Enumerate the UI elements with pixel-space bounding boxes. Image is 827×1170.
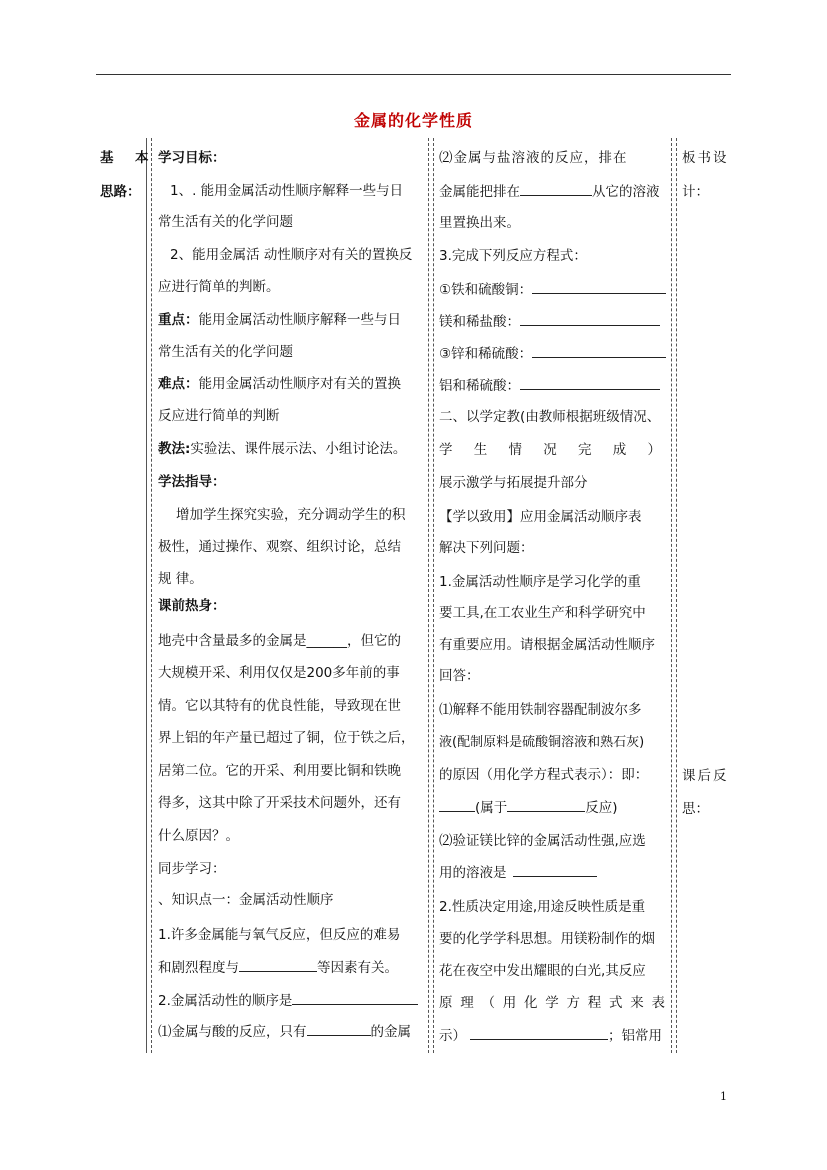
answer-blank[interactable]	[507, 797, 585, 812]
guide-a: 增加学生探究实验，充分调动学生的积	[176, 507, 406, 523]
problem-2e-pre: 示）	[439, 1028, 466, 1044]
board-design-label-a: 板书设	[682, 150, 729, 166]
question-1a: 1.许多金属能与氧气反应，但反应的难易	[158, 927, 401, 943]
teach-b-char: 学	[439, 442, 453, 458]
teach-b-char: 情	[508, 442, 522, 458]
page-number: 1	[720, 1090, 727, 1103]
goal-2b: 应进行简单的判断。	[158, 279, 280, 295]
problem-2d-char: 表	[651, 995, 665, 1011]
header-rule	[96, 74, 731, 75]
problem-2d-char: 来	[630, 995, 644, 1011]
equation-1-label: ①铁和硫酸铜：	[439, 282, 533, 298]
teach-b	[439, 440, 661, 460]
teach-c: 展示激学与拓展提升部分	[439, 475, 588, 491]
board-design-label-b: 计：	[682, 184, 709, 200]
problem-1-1d-post: 反应)	[585, 800, 618, 816]
equation-3-label: ③锌和稀硫酸：	[439, 346, 533, 362]
warmup-line-7: 什么原因？。	[158, 828, 239, 844]
answer-blank[interactable]	[292, 990, 418, 1005]
label-approach: 思路：	[100, 184, 141, 200]
method-text: 实验法、课件展示法、小组讨论法。	[190, 441, 407, 457]
displace-end: 里置换出来。	[439, 215, 520, 231]
problem-2d	[439, 993, 665, 1013]
problem-2d-char: （	[481, 995, 495, 1011]
goal-2a: 2、能用金属活 动性顺序对有关的置换反	[170, 247, 413, 263]
teach-b-char: ）	[647, 442, 661, 458]
problem-2d-char: 理	[460, 995, 474, 1011]
problem-2d-char: 方	[566, 995, 580, 1011]
teach-b-char: 完	[578, 442, 592, 458]
key-label: 重点：	[158, 312, 199, 328]
warmup-line-1: 地壳中含量最多的金属是______，但它的	[158, 633, 401, 649]
column-divider-1b	[151, 138, 152, 1053]
reflection-label-a: 课后反	[682, 768, 729, 784]
problem-2d-char: 用	[502, 995, 517, 1011]
problem-2b: 要的化学学科思想。用镁粉制作的烟	[439, 931, 655, 947]
answer-blank[interactable]	[520, 311, 660, 326]
warmup-line-2: 大规模开采、利用仅仅是200多年前的事	[158, 665, 400, 681]
teach-b-char: 生	[473, 442, 488, 458]
answer-blank[interactable]	[532, 279, 666, 294]
problem-1b: 要工具,在工农业生产和科学研究中	[439, 605, 646, 621]
answer-blank[interactable]	[532, 343, 666, 358]
problem-2c: 花在夜空中发出耀眼的白光,其反应	[439, 963, 646, 979]
key-text-a: 能用金属活动性顺序解释一些与日	[198, 312, 401, 328]
equations-heading: 3.完成下列反应方程式：	[439, 248, 587, 264]
equation-4-label: 铝和稀硫酸：	[439, 378, 520, 394]
problem-1-1a: ⑴解释不能用铁制容器配制波尔多	[439, 702, 642, 718]
warmup-line-3: 情。它以其特有的优良性能，导致现在世	[158, 698, 401, 714]
guide-c: 规 律。	[158, 571, 203, 587]
problem-1-1d-mid: (属于	[475, 800, 508, 816]
question-2-1-post: 的金属	[370, 1024, 411, 1040]
apply-a: 【学以致用】应用金属活动顺序表	[439, 509, 642, 525]
column-divider-1	[146, 138, 147, 1053]
problem-1a: 1.金属活动性顺序是学习化学的重	[439, 574, 641, 590]
column-divider-3	[671, 138, 672, 1053]
question-1b-pre: 和剧烈程度与	[158, 960, 239, 976]
document-title: 金属的化学性质	[353, 111, 473, 130]
label-basic: 基 本	[100, 150, 153, 166]
problem-2d-char: 程	[587, 995, 602, 1011]
problem-2d-char: 学	[545, 995, 559, 1011]
hard-label: 难点：	[158, 376, 199, 392]
problem-2d-char: 化	[524, 995, 538, 1011]
answer-blank[interactable]	[520, 375, 660, 390]
guide-heading: 学法指导：	[158, 474, 226, 490]
question-2: 2.金属活动性的顺序是	[158, 993, 293, 1009]
equation-2-label: 镁和稀盐酸：	[439, 314, 520, 330]
answer-blank[interactable]	[513, 862, 597, 877]
apply-b: 解决下列问题：	[439, 540, 534, 556]
problem-2d-char: 式	[609, 995, 623, 1011]
answer-blank[interactable]	[307, 1021, 371, 1036]
guide-b: 极性，通过操作、观察、组织讨论，总结	[158, 539, 401, 555]
key-text-b: 常生活有关的化学问题	[158, 344, 293, 360]
problem-2a: 2.性质决定用途,用途反映性质是重	[439, 899, 646, 915]
hard-text-b: 反应进行简单的判断	[158, 408, 280, 424]
problem-2e-post: ；铝常用	[608, 1028, 662, 1044]
problem-1d: 回答：	[439, 668, 480, 684]
goal-1a: 1、. 能用金属活动性顺序解释一些与日	[170, 183, 404, 199]
column-divider-3b	[676, 138, 677, 1053]
answer-blank[interactable]	[239, 957, 317, 972]
problem-1-2b: 用的溶液是	[439, 865, 507, 881]
hard-text-a: 能用金属活动性顺序对有关的置换	[198, 376, 401, 392]
warmup-line-6: 得多，这其中除了开采技术问题外，还有	[158, 795, 401, 811]
problem-2d-char: 原	[439, 995, 453, 1011]
column-divider-2	[428, 138, 429, 1053]
column-divider-2b	[433, 138, 434, 1053]
goals-heading: 学习目标：	[158, 150, 226, 166]
goal-1b: 常生活有关的化学问题	[158, 214, 293, 230]
problem-1c: 有重要应用。请根据金属活动性顺序	[439, 637, 655, 653]
teach-a: 二、以学定教(由教师根据班级情况、	[439, 409, 661, 425]
answer-blank[interactable]	[439, 797, 475, 812]
displace-pre: 金属能把排在	[439, 184, 520, 200]
problem-1-1b: 液(配制原料是硫酸铜溶液和熟石灰)	[439, 735, 645, 750]
knowledge-point-1: 、知识点一：金属活动性顺序	[158, 892, 334, 908]
displace-post: 从它的溶液	[592, 184, 660, 200]
salt-reaction: ⑵金属与盐溶液的反应，排在	[439, 150, 628, 166]
answer-blank[interactable]	[520, 181, 592, 196]
method-label: 教法:	[158, 441, 191, 457]
question-1b-post: 等因素有关。	[317, 960, 398, 976]
warmup-heading: 课前热身：	[158, 598, 226, 614]
reflection-label-b: 思：	[682, 801, 709, 817]
sync-heading: 同步学习：	[158, 861, 226, 877]
warmup-line-5: 居第二位。它的开采、利用要比铜和铁晚	[158, 763, 401, 779]
warmup-line-4: 界上铝的年产量已超过了铜，位于铁之后，	[158, 730, 415, 746]
answer-blank[interactable]	[470, 1025, 608, 1040]
teach-b-char: 成	[612, 442, 627, 458]
teach-b-char: 况	[543, 442, 557, 458]
problem-1-2a: ⑵验证镁比锌的金属活动性强,应选	[439, 833, 646, 849]
problem-1-1c: 的原因（用化学方程式表示）：即：	[439, 767, 649, 783]
question-2-1-pre: ⑴金属与酸的反应，只有	[158, 1024, 307, 1040]
